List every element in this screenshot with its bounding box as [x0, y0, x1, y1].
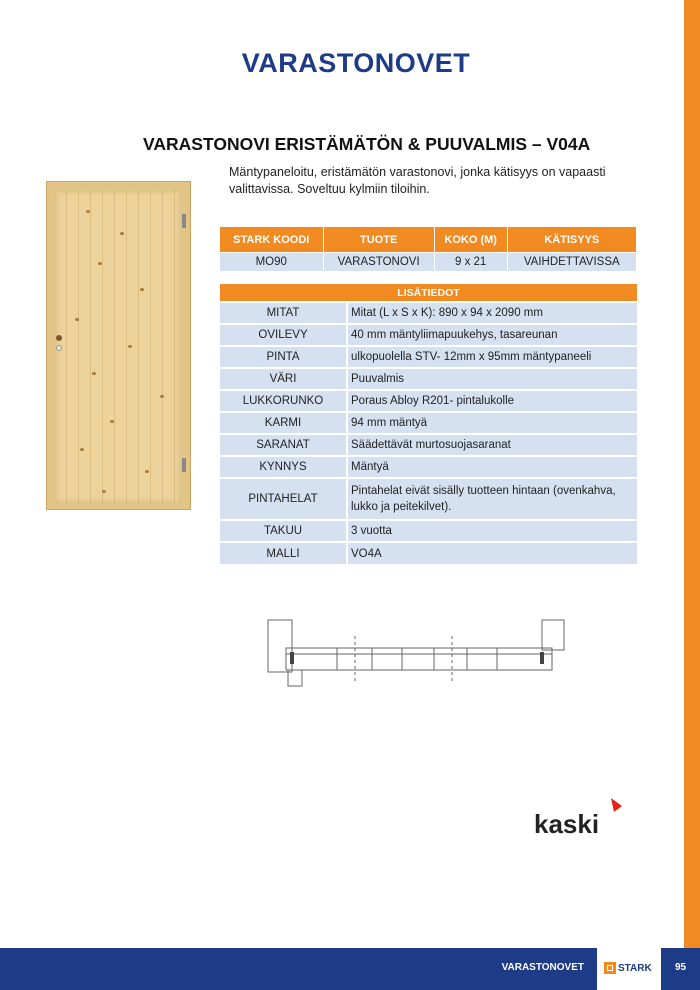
table-row — [220, 253, 637, 272]
table-row — [220, 324, 637, 346]
detail-value: Poraus Abloy R201- pintalukolle — [347, 390, 637, 412]
detail-key: VÄRI — [220, 368, 347, 390]
detail-value: Mitat (L x S x K): 890 x 94 x 2090 mm — [347, 302, 637, 324]
page-number: 95 — [674, 962, 687, 973]
product-table — [220, 227, 637, 271]
detail-key: OVILEVY — [220, 324, 347, 346]
svg-text:kaski: kaski — [534, 809, 600, 838]
stark-logo — [604, 962, 652, 974]
table-row — [220, 390, 637, 412]
col-header-size: KOKO (M) — [434, 227, 507, 253]
detail-value: VO4A — [347, 542, 637, 564]
table-row — [220, 412, 637, 434]
cell-product: VARASTONOVI — [323, 253, 434, 272]
table-row — [220, 520, 637, 542]
detail-key: SARANAT — [220, 434, 347, 456]
detail-value: Säädettävät murtosuojasaranat — [347, 434, 637, 456]
detail-value: Pintahelat eivät sisälly tuotteen hintaan (ovenkahva, lukko ja peitekilvet). — [347, 478, 637, 520]
cell-size: 9 x 21 — [434, 253, 507, 272]
page-title: VARASTONOVET — [241, 48, 471, 78]
hinge-icon — [182, 214, 186, 228]
detail-value: 40 mm mäntyliimapuukehys, tasareunan — [347, 324, 637, 346]
hinge-icon — [182, 458, 186, 472]
detail-key: PINTAHELAT — [220, 478, 347, 520]
detail-key: KYNNYS — [220, 456, 347, 478]
table-row — [220, 346, 637, 368]
table-row — [220, 478, 637, 520]
detail-key: TAKUU — [220, 520, 347, 542]
stark-mark-icon — [604, 962, 616, 974]
door-cross-section-diagram — [262, 612, 572, 692]
orange-side-stripe — [684, 0, 700, 990]
detail-value: 94 mm mäntyä — [347, 412, 637, 434]
details-header: LISÄTIEDOT — [220, 283, 637, 302]
details-table — [220, 282, 637, 564]
footer-section-label: VARASTONOVET — [501, 962, 584, 973]
detail-key: KARMI — [220, 412, 347, 434]
table-row — [220, 456, 637, 478]
detail-value: 3 vuotta — [347, 520, 637, 542]
kaski-logo — [534, 798, 624, 838]
detail-key: LUKKORUNKO — [220, 390, 347, 412]
col-header-stark-code: STARK KOODI — [220, 227, 323, 253]
detail-value: Mäntyä — [347, 456, 637, 478]
lock-icon — [54, 335, 64, 353]
cell-stark-code: MO90 — [220, 253, 323, 272]
table-row — [220, 434, 637, 456]
table-row — [220, 368, 637, 390]
detail-value: ulkopuolella STV- 12mm x 95mm mäntypaneeli — [347, 346, 637, 368]
detail-key: MALLI — [220, 542, 347, 564]
cell-handedness: VAIHDETTAVISSA — [507, 253, 636, 272]
col-header-handedness: KÄTISYYS — [507, 227, 636, 253]
door-leaf — [55, 190, 181, 503]
stark-wordmark: STARK — [618, 962, 652, 974]
table-row — [220, 302, 637, 324]
detail-key: PINTA — [220, 346, 347, 368]
detail-value: Puuvalmis — [347, 368, 637, 390]
col-header-product: TUOTE — [323, 227, 434, 253]
table-row — [220, 542, 637, 564]
detail-key: MITAT — [220, 302, 347, 324]
product-title: VARASTONOVI ERISTÄMÄTÖN & PUUVALMIS – V04A — [143, 134, 591, 154]
product-description: Mäntypaneloitu, eristämätön varastonovi, jonka kätisyys on vapaasti valittavissa. Soveltuu kylmiin tiloihin. — [229, 165, 606, 196]
